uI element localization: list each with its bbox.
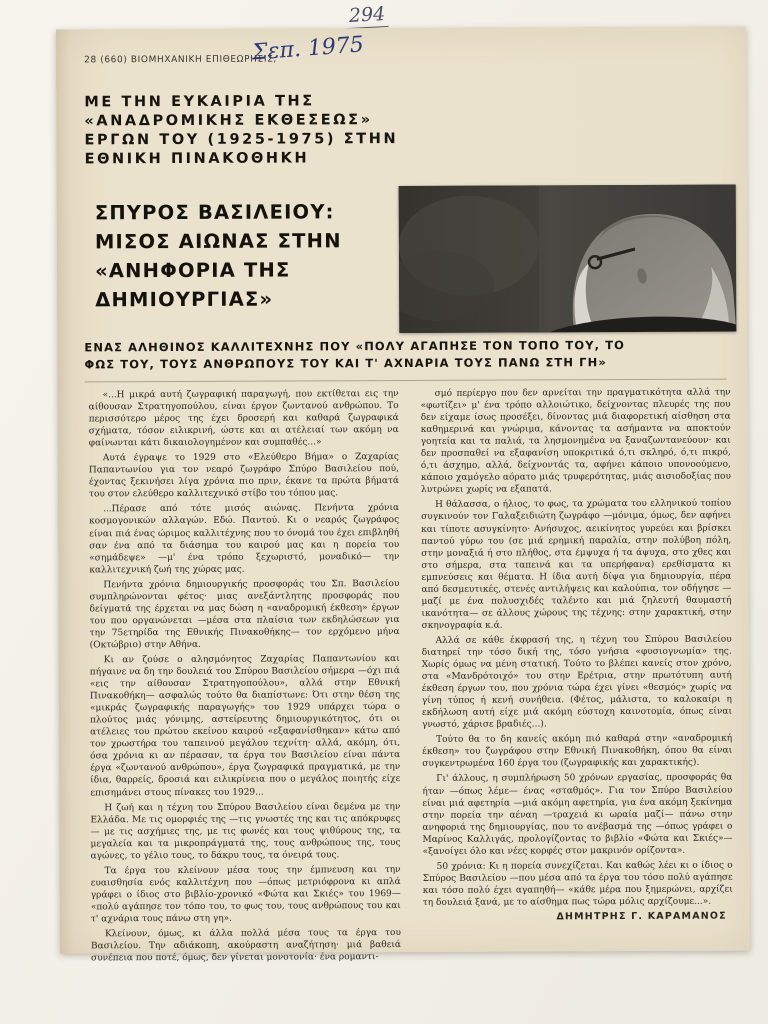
paragraph: «...Η μικρά αυτή ζωγραφική παραγωγή, που εκτίθεται εις την αίθουσαν Στρατηγοπούλου, είναι έργον ζωντανού ανθρώπου. Το περισσότερο μέρος της έχει δροσερή και καθαρά ζωγραφικά σχήματα, τόσον ειλικρινή, ώστε και αι ατέλειαί των ακόμη να φαίνωνται κάτι δικαιολογημένον και συμπαθές...»	[88, 389, 399, 449]
paragraph: Πενήντα χρόνια δημιουργικής προσφοράς του Σπ. Βασιλείου συμπληρώνονται φέτος· μιας ανεξάντλητης προσφοράς που δείγματά της έρχεται να μας δώση η «αναδρομική έκθεση» έργων του που οργανώνεται —μέσα στα πλαίσια των εκδηλώσεων για την 75ετηρίδα της Εθνικής Πινακοθήκης— τον ερχόμενο μήνα (Οκτώβριο) στην Αθήνα.	[89, 578, 400, 651]
paragraph: Κλείνουν, όμως, κι άλλα πολλά μέσα τους τα έργα του Βασιλείου. Την αδιάκοπη, ακούραστη αναζήτηση· μιά βαθειά συνέπεια που ποτέ, όμως, δεν γίνεται μονοτονία· ένα ρομαντι-	[90, 928, 402, 964]
paragraph: Γι' άλλους, η συμπλήρωση 50 χρόνων εργασίας, προσφοράς θα ήταν —όπως λέμε— ένας «σταθμός». Για τον Σπύρο Βασιλείου είναι μιά αφετηρία —μιά ακόμη αφετηρία, για ένα ακόμη ξεκίνημα στην πορεία την αέναη —τραχειά κι ωραία μαζί— πάνω στην ανηφοριά της δημιουργίας, που το ανέβασμά της —όπως γράφει ο Μαρίνος Καλλιγάς, προλογίζοντας το βιβλίο «Φώτα και Σκιές»— «ξανοίγει όλο και νέες κορφές στον μακρινόν ορίζοντα».	[422, 773, 733, 857]
paragraph: Αυτά έγραψε το 1929 στο «Ελεύθερο Βήμα» ο Ζαχαρίας Παπαντωνίου για τον νεαρό ζωγράφο Σπύρο Βασιλείου πού, έχοντας ξεκινήσει λίγα χρόνια πιο πριν, έκανε τα πρώτα βήματά του στον ελεύθερο καλλιτεχνικό στίβο του τόπου μας.	[88, 452, 399, 500]
paragraph: Η θάλασσα, ο ήλιος, το φως, τα χρώματα του ελληνικού τοπίου συγκινούν τον Γαλαξειδιώτη ζωγράφο —μόνιμα, όμως, δεν αφήνει και τίποτε ασυγκίνητο· Ανήσυχος, αεικίνητος γυρεύει και βρίσκει παντού γύρω του (σε μιά ερημική παραλία, στην πολύβοη πόλη, στην μοναξιά ή στο πλήθος, στα έμψυχα ή τα άψυχα, στο χθες και στο σήμερα, στα ταπεινά και τα υπερήφανα) ερεθίσματα κι εμπνεύσεις και θέματα. Η ίδια αυτή δίψα για δημιουργία, πέρα από δεσμευτικές, στενές αντιλήψεις και καλούπια, τον οδήγησε —μαζί με ένα πολυσχιδές ταλέντο και μιά ζηλευτή θαυμαστή ικανότητα— σε άλλους χώρους της τέχνης: στην χαρακτική, στην σκηνογραφία κ.ά.	[421, 498, 732, 631]
title-line-2: ΜΙΣΟΣ ΑΙΩΝΑΣ ΣΤΗΝ	[94, 229, 342, 254]
kicker-line-2: «ΑΝΑΔΡΟΜΙΚΗΣ ΕΚΘΕΣΕΩΣ»	[84, 112, 373, 130]
paragraph: Τούτο θα το δη κανείς ακόμη πιό καθαρά στην «αναδρομική έκθεση» του ζωγράφου στην Εθνική Πινακοθήκη, όπου θα είναι συγκεντρωμένα 160 έργα του (ζωγραφικής και χαρακτικής).	[422, 733, 733, 770]
kicker-headline	[84, 92, 414, 170]
handwritten-date: Σεπ. 1975	[251, 32, 365, 66]
newspaper-clipping	[56, 26, 750, 964]
paragraph: 50 χρόνια: Κι η πορεία συνεχίζεται. Και καθώς λέει κι ο ίδιος ο Σπύρος Βασιλείου —που μέσα από τα έργα του τόσο πολύ αγάπησε και τόσο πολύ έχει αγαπηθή— «κάθε μέρα που ξημερώνει, αρχίζει τη δουλειά ξανά, με το αίσθημα πως τώρα μόλις αρχίζουμε...».	[422, 860, 733, 908]
subhead-quote	[84, 337, 726, 374]
kicker-line-3: ΕΡΓΩΝ ΤΟΥ (1925-1975) ΣΤΗΝ	[84, 131, 399, 149]
masthead-journal-line: 28 (660) ΒΙΟΜΗΧΑΝΙΚΗ ΕΠΙΘΕΩΡΗΣΙΣ,	[84, 54, 277, 66]
divider-rule	[85, 379, 727, 383]
title-line-3: «ΑΝΗΦΟΡΙΑ ΤΗΣ ΔΗΜΙΟΥΡΓΙΑΣ»	[94, 258, 291, 311]
portrait-photo	[399, 185, 737, 333]
title-line-1: ΣΠΥΡΟΣ ΒΑΣΙΛΕΙΟΥ:	[94, 200, 335, 225]
left-column	[88, 388, 402, 964]
subhead-line-2: ΦΩΣ ΤΟΥ, ΤΟΥΣ ΑΝΘΡΩΠΟΥΣ ΤΟΥ ΚΑΙ Τ' ΑΧΝΑΡΙΑ ΤΟΥΣ ΠΑΝΩ ΣΤΗ ΓΗ»	[84, 355, 607, 372]
kicker-line-4: ΕΘΝΙΚΗ ΠΙΝΑΚΟΘΗΚΗ	[84, 150, 310, 168]
subhead-line-1: ΕΝΑΣ ΑΛΗΘΙΝΟΣ ΚΑΛΛΙΤΕΧΝΗΣ ΠΟΥ «ΠΟΛΥ ΑΓΑΠΗΣΕ ΤΟΝ ΤΟΠΟ ΤΟΥ, ΤΟ	[84, 338, 626, 355]
paragraph: Η ζωή και η τέχνη του Σπύρου Βασιλείου είναι δεμένα με την Ελλάδα. Με τις ομορφιές της —τις γνωστές της και τις απόκρυφες— με τις ασχήμιες της, με τις φωνές και τους ψιθύρους της, τα μεγαλεία και τα μικροπράγματά της, τους ανθρώπους της, τους αγώνες, το γέλιο τους, το δάκρυ τους, τα όνειρά τους.	[90, 801, 401, 862]
article-body	[88, 387, 733, 964]
byline: ΔΗΜΗΤΡΗΣ Γ. ΚΑΡΑΜΑΝΟΣ	[556, 910, 727, 923]
paragraph: ...Πέρασε από τότε μισός αιώνας. Πενήντα χρόνια κοσμογονικών αλλαγών. Εδώ. Παντού. Κι ο νεαρός ζωγράφος είναι πιά ένας ώριμος καλλιτέχνης που το όνομά του έχει επιβληθή σαν ένα από τα διάσημα του καιρού μας και η πορεία του «σημάδεψε» —μ' ένα τρόπο ξεχωριστό, μοναδικό— την καλλιτεχνική ζωή της χώρας μας.	[89, 503, 400, 576]
kicker-line-1: ΜΕ ΤΗΝ ΕΥΚΑΙΡΙΑ ΤΗΣ	[84, 93, 315, 111]
handwritten-page-number: 294	[345, 3, 388, 29]
paragraph: Αλλά σε κάθε έκφρασή της, η τέχνη του Σπύρου Βασιλείου διατηρεί την τόσο δική της, τόσο γνήσια «φυσιογνωμία» της. Χωρίς όμως να μένη στατική. Τούτο το βλέπει κανείς στον χρόνο, στα «Μανδρότοιχό» του στην Ερέτρια, στην πρωτότυπη αυτή έκθεση έργων του, που χρόνια τώρα έχει γίνει «θεσμός» χωρίς να γίνη τύπος ή κενή συνήθεια. (Φέτος, μάλιστα, το καλοκαίρι η εκδήλωση αυτή είχε μιά ακόμη εύστοχη καινοτομία, όπως είναι γνωστό, χάρισε βραδιές...).	[421, 634, 732, 731]
paragraph: σμό περίεργο που δεν αρνείται την πραγματικότητα αλλά την «φωτίζει» μ' ένα τρόπο αλλοιώτικο, δείχνοντας πλευρές της που δεν είχαμε ίσως προσέξει, δίνοντας μιά διαφορετική αίσθηση στα καθημερινά και γνώριμα, κάνοντας τα ασήμαντα να αποκτούν γοητεία και τα παλιά, τα λησμονημένα να ξαναζωντανεύουν· και δεν προσπαθεί να εξαφανίση υποκριτικά ό,τι σκληρό, ό,τι πικρό, ό,τι άσχημο, αλλά, δείχνοντάς τα, αφήνει κάποιο υπονοούμενο, κάποιο χαμόγελο αόρατο μιάς τρυφερότητας, μιάς αισιοδοξίας που λυτρώνει χωρίς να εξαπατά.	[420, 387, 731, 496]
portrait-photo-illustration	[399, 185, 737, 333]
paragraph: Κι αν ζούσε ο αλησμόνητος Ζαχαρίας Παπαντωνίου και πήγαινε να δη την δουλειά του Σπύρου Βασιλείου σήμερα —όχι πιά «εις την αίθουσαν Στρατηγοπούλου», αλλά στην Εθνική Πινακοθήκη— ασφαλώς τούτο θα διαπίστωνε: Ότι στην θέση της «μικράς ζωγραφικής παραγωγής» του 1929 υπάρχει τώρα ο πλούτος μιάς γόνιμης, αστείρευτης δημιουργικότητος, ότι οι ατέλειες του πρώτου εκείνου καιρού «εξαφανίσθηκαν» κάτω από τον χρωστήρα του ταπεινού μεγάλου τεχνίτη· αλλά, ακόμη, ότι, όσα χρόνια κι αν πέρασαν, τα έργα του Βασιλείου είναι πάντα έργα «ζωντανού ανθρώπου», έργα ζωγραφικά πραγματικά, με την ίδια, θαρρείς, δροσιά και ειλικρίνεια που ο μεγάλος ποιητής είχε επισημάνει στους πίνακες του 1929...	[89, 654, 401, 798]
right-column	[421, 387, 733, 938]
paragraph: Τα έργα του κλείνουν μέσα τους την έμπνευση και την ευαισθησία ενός καλλιτέχνη που —όπως μετριόφρονα κι απλά γράφει ο ίδιος στο βιβλίο-χρονικό «Φώτα και Σκιές» του 1969— «πολύ αγάπησε τον τόπο του, το φως του, τους ανθρώπους του και τ' αχνάρια τους πάνω στη γη».	[90, 864, 401, 925]
